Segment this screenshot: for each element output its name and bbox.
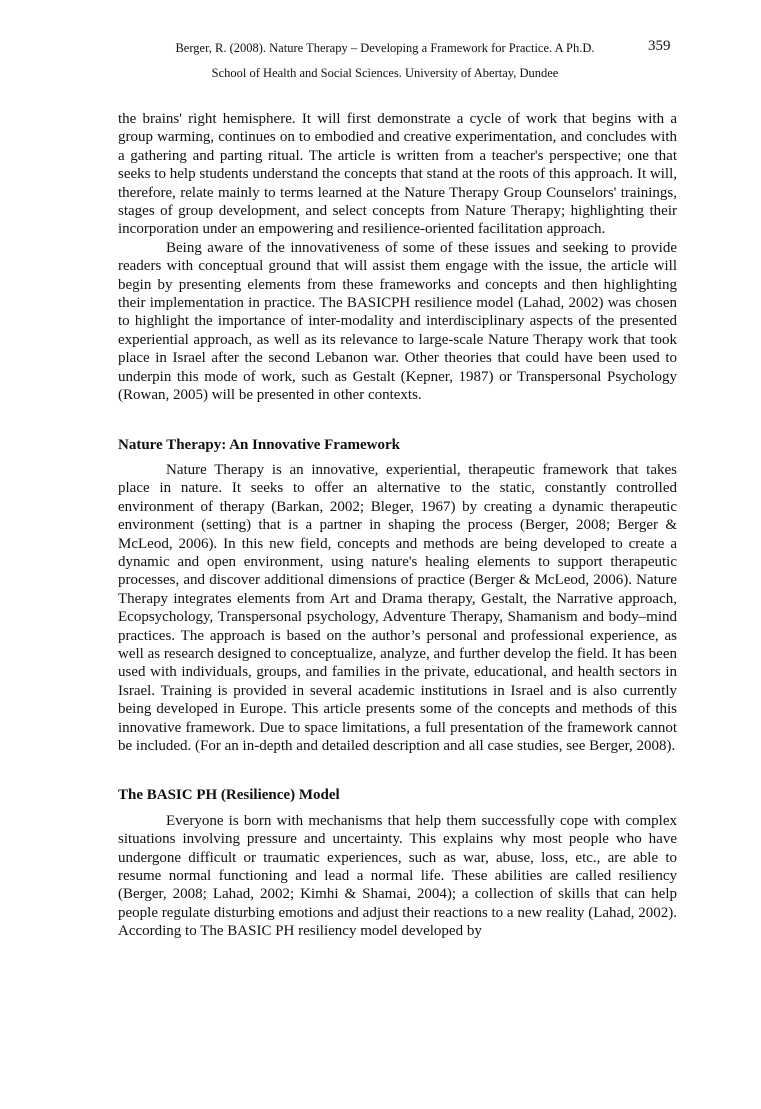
running-head: [150, 36, 620, 86]
body-paragraph: Being aware of the innovativeness of some of these issues and seeking to provide readers with conceptual ground that will assist them engage with the issue, the article will begin by presenting elements from these frameworks and concepts and then highlighting their implementation in practice. The BASICPH resilience model (Lahad, 2002) was chosen to highlight the importance of inter-modality and interdisciplinary aspects of the presented experiential approach, as well as its relevance to large-scale Nature Therapy work that took place in Israel after the second Lebanon war. Other theories that could have been used to underpin this mode of work, such as Gestalt (Kepner, 1987) or Transpersonal Psychology (Rowan, 2005) will be presented in other contexts.: [118, 239, 677, 404]
running-head-citation: Berger, R. (2008). Nature Therapy – Developing a Framework for Practice. A Ph.D.: [175, 41, 595, 55]
page-number: 359: [648, 38, 671, 54]
section-spacer: [118, 755, 677, 786]
section-heading-basic-ph-model: The BASIC PH (Resilience) Model: [118, 787, 340, 804]
section-heading-nature-therapy: Nature Therapy: An Innovative Framework: [118, 436, 400, 453]
section-spacer: [118, 405, 677, 436]
body-paragraph: Nature Therapy is an innovative, experiential, therapeutic framework that takes place in nature. It seeks to offer an alternative to the static, constantly controlled environment of therapy (Barkan, 2002; Bleger, 1967) by creating a dynamic therapeutic environment (setting) that is a partner in shaping the process (Berger, 2008; Berger & McLeod, 2006). In this new field, concepts and methods are being developed to create a dynamic and open environment, using nature's healing elements to support therapeutic processes, and discover additional dimensions of practice (Berger & McLeod, 2006). Nature Therapy integrates elements from Art and Drama therapy, Gestalt, the Narrative approach, Ecopsychology, Transpersonal psychology, Adventure Therapy, Shamanism and body–mind practices. The approach is based on the author’s personal and professional experience, as well as research designed to conceptualize, analyze, and further develop the field. It has been used with individuals, groups, and families in the private, educational, and health sectors in Israel. Training is provided in several academic institutions in Israel and is also currently being developed in Europe. This article presents some of the concepts and methods of this innovative framework. Due to space limitations, a full presentation of the framework cannot be included. (For an in-depth and detailed description and all case studies, see Berger, 2008).: [118, 461, 677, 754]
body-text: [118, 110, 677, 941]
running-head-institution: School of Health and Social Sciences. University of Abertay, Dundee: [211, 66, 559, 80]
heading-spacer: [118, 454, 677, 461]
heading-spacer: [118, 805, 677, 812]
body-paragraph: Everyone is born with mechanisms that help them successfully cope with complex situations involving pressure and uncertainty. This explains why most people who have undergone difficult or traumatic experiences, such as war, abuse, loss, etc., are able to resume normal functioning and lead a normal life. These abilities are called resiliency (Berger, 2008; Lahad, 2002; Kimhi & Shamai, 2004); a collection of skills that can help people regulate disturbing emotions and adjust their reactions to a new reality (Lahad, 2002). According to The BASIC PH resiliency model developed by: [118, 812, 677, 940]
body-paragraph: the brains' right hemisphere. It will first demonstrate a cycle of work that begins with a group warming, continues on to embodied and creative experimentation, and concludes with a gathering and parting ritual. The article is written from a teacher's perspective; one that seeks to help students understand the concepts that stand at the roots of this approach. It will, therefore, relate mainly to terms learned at the Nature Therapy Group Counselors' trainings, stages of group development, and select concepts from Nature Therapy; highlighting their incorporation under an empowering and resilience-oriented facilitation approach.: [118, 111, 677, 238]
